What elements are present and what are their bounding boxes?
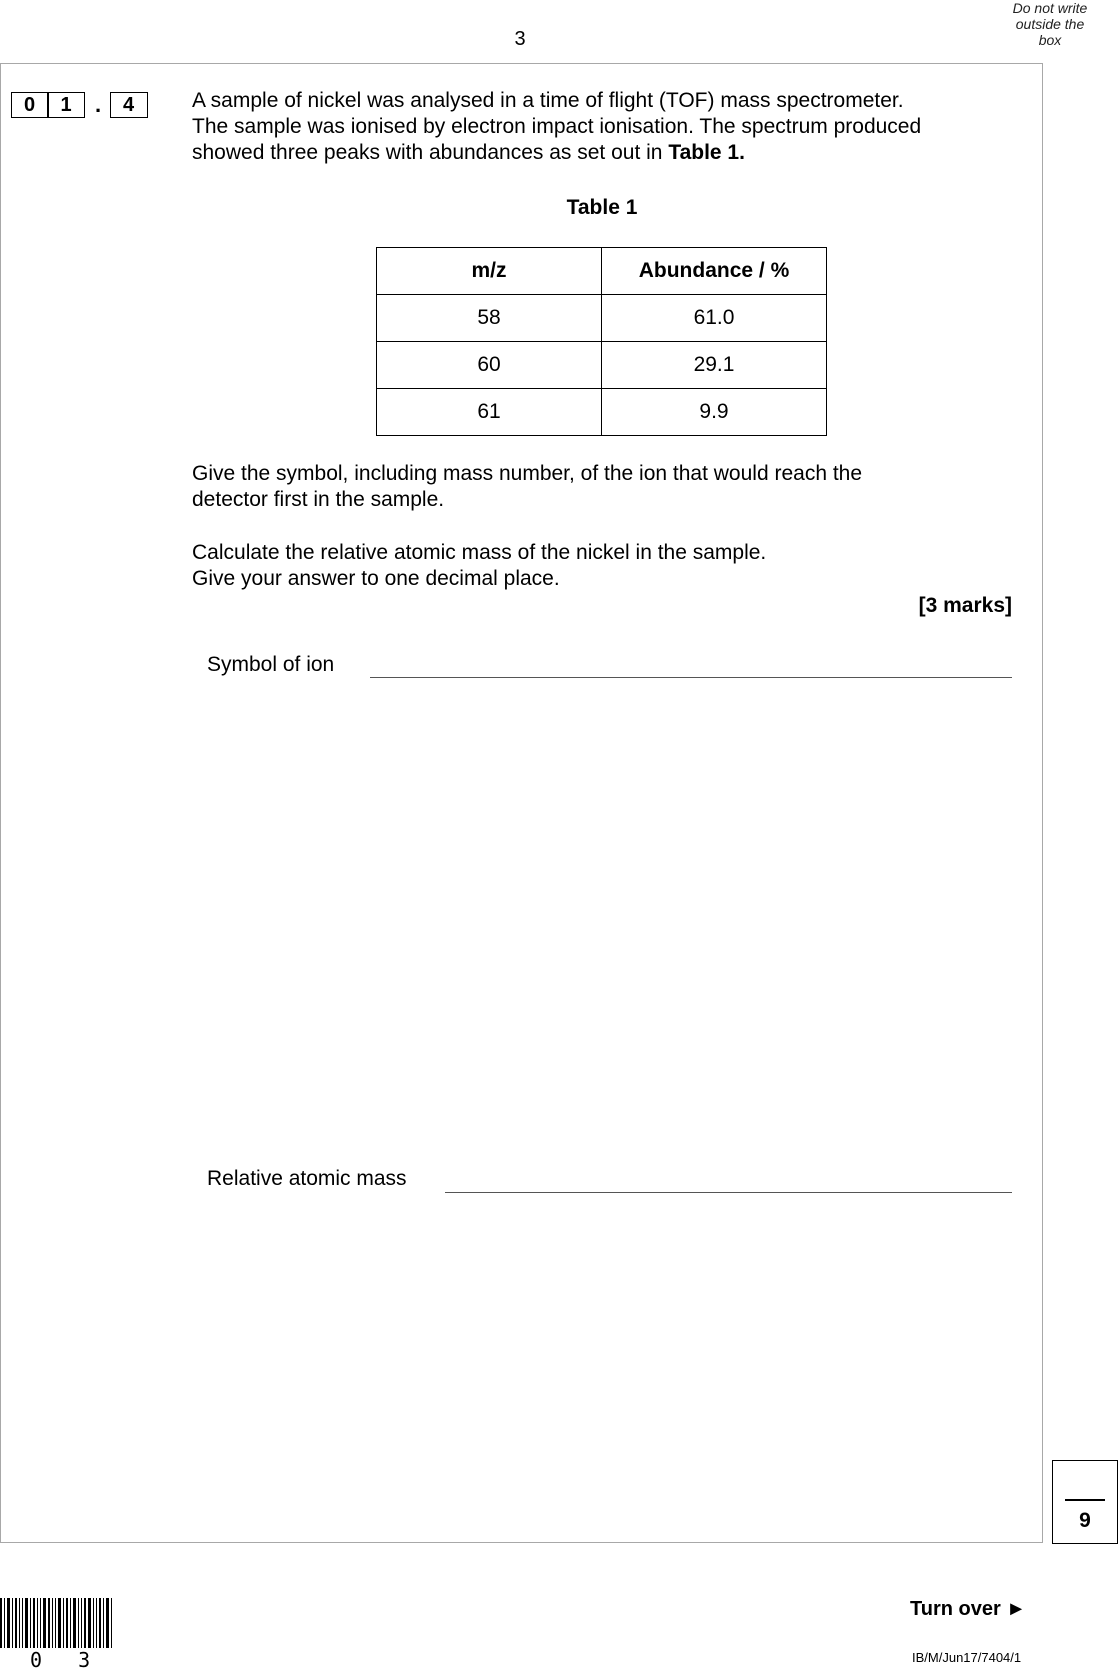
question-number-separator: . (94, 92, 102, 117)
ram-answer-label: Relative atomic mass (207, 1167, 407, 1190)
symbol-answer-line[interactable] (370, 677, 1012, 678)
marks-label: [3 marks] (918, 594, 1012, 617)
margin-note (996, 0, 1104, 48)
turn-over-label: Turn over ► (910, 1598, 1027, 1620)
page-number: 3 (514, 28, 526, 50)
score-line (1065, 1499, 1105, 1501)
paper-code: IB/M/Jun17/7404/1 (912, 1650, 1022, 1665)
task-symbol (192, 461, 1012, 513)
intro-line-text: showed three peaks with abundances as set out in (192, 141, 669, 164)
intro-line (192, 140, 1012, 166)
task-line: detector first in the sample. (192, 488, 445, 511)
mz-cell: 58 (377, 295, 602, 342)
task-calculation (192, 540, 1012, 592)
barcode-digits: 0 3 (30, 1648, 103, 1672)
symbol-answer-label: Symbol of ion (207, 653, 335, 676)
question-intro (192, 88, 1012, 166)
abundance-cell: 9.9 (602, 389, 827, 436)
column-header-abundance: Abundance / % (602, 248, 827, 295)
table-row (377, 389, 827, 436)
mz-cell: 60 (377, 342, 602, 389)
intro-line: The sample was ionised by electron impact ionisation. The spectrum produced (192, 115, 922, 138)
column-header-mz: m/z (377, 248, 602, 295)
question-number-digit: 1 (47, 92, 85, 118)
abundance-cell: 61.0 (602, 295, 827, 342)
margin-note-line: Do not write (1012, 0, 1088, 16)
margin-note-line: box (1038, 32, 1062, 48)
abundance-table (376, 247, 827, 436)
score-box (1052, 1460, 1118, 1544)
question-number-digit: 0 (11, 92, 49, 118)
table-title: Table 1 (566, 196, 638, 219)
ram-answer-line[interactable] (445, 1192, 1012, 1193)
table-row (377, 295, 827, 342)
task-line: Give your answer to one decimal place. (192, 567, 560, 590)
mz-cell: 61 (377, 389, 602, 436)
table-row (377, 342, 827, 389)
table-header-row (377, 248, 827, 295)
intro-line: A sample of nickel was analysed in a time of flight (TOF) mass spectrometer. (192, 89, 904, 112)
barcode-icon (0, 1598, 116, 1648)
margin-note-line: outside the (1015, 16, 1085, 32)
question-number (12, 91, 148, 119)
task-line: Calculate the relative atomic mass of the nickel in the sample. (192, 541, 767, 564)
table-reference: Table 1. (668, 141, 745, 164)
task-line: Give the symbol, including mass number, of the ion that would reach the (192, 462, 863, 485)
abundance-cell: 29.1 (602, 342, 827, 389)
question-number-digit: 4 (110, 92, 148, 118)
score-total: 9 (1079, 1509, 1091, 1532)
